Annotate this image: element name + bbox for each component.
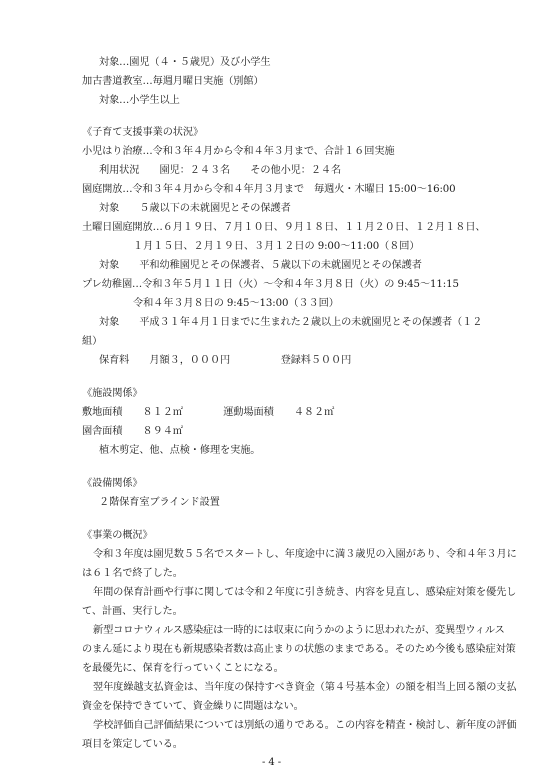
text-line: 敷地面積 ８１２㎡ 運動場面積 ４８２㎡ bbox=[82, 407, 335, 418]
text-line: 学校評価自己評価結果については別紙の通りである。この内容を精査・検討し、新年度の評価 bbox=[93, 720, 517, 731]
text-line: １月１５日、２月１９日、３月１２日の 9:00〜11:00（８回） bbox=[133, 241, 420, 252]
text-line: 対象 平和幼稚園児とその保護者、５歳以下の未就園児とその保護者 bbox=[99, 260, 422, 271]
text-line: 対象 ５歳以下の未就園児とその保護者 bbox=[99, 203, 291, 214]
text-line: 保育料 月額３，０００円 登録料５００円 bbox=[99, 355, 352, 366]
text-line: 翌年度繰越支払資金は、当年度の保持すべき資金（第４号基本金）の額を相当上回る額の支払 bbox=[93, 682, 517, 693]
section-heading: 《施設関係》 bbox=[82, 388, 143, 399]
text-line: のまん延により現在も新規感染者数は高止まりの状態のままである。そのため今後も感染症対策 bbox=[82, 644, 516, 655]
section-heading: 《事業の概況》 bbox=[82, 530, 153, 541]
text-line: は６１名で終了した。 bbox=[82, 568, 183, 579]
text-line: 加古書道教室…毎週月曜日実施（別館） bbox=[82, 76, 264, 87]
text-line: 対象 平成３１年４月１日までに生まれた２歳以上の未就園児とその保護者（１２ bbox=[99, 317, 483, 328]
text-line: 園舎面積 ８９４㎡ bbox=[82, 426, 183, 437]
text-line: 項目を策定している。 bbox=[82, 739, 183, 750]
text-line: 園庭開放…令和３年４月から令和４年月３月まで 毎週火・木曜日 15:00〜16:00 bbox=[82, 184, 456, 195]
text-line: 資金を保持できていて、資金繰りに問題はない。 bbox=[82, 701, 304, 712]
text-line: 利用状況 園児：２４３名 その他小児：２４名 bbox=[99, 165, 342, 176]
text-line: 小児はり治療…令和３年４月から令和４年３月まで、合計１６回実施 bbox=[82, 146, 395, 157]
text-line: 土曜日園庭開放…６月１９日、７月１０日、９月１８日、１１月２０日、１２月１８日、 bbox=[82, 222, 486, 233]
text-line: 対象…園児（４・５歳児）及び小学生 bbox=[99, 57, 271, 68]
text-line: ２階保育室ブラインド設置 bbox=[99, 497, 220, 508]
text-line: 対象…小学生以上 bbox=[99, 95, 180, 106]
text-line: て、計画、実行した。 bbox=[82, 606, 183, 617]
text-line: 組） bbox=[82, 336, 103, 347]
section-heading: 《子育て支援事業の状況》 bbox=[82, 127, 204, 138]
text-line: プレ幼稚園…令和３年５月１１日（火）〜令和４年３月８日（火）の 9:45〜11:15 bbox=[82, 279, 459, 290]
text-line: 年間の保育計画や行事に関しては令和２年度に引き続き、内容を見直し、感染症対策を優先し bbox=[93, 587, 517, 598]
text-line: を最優先に、保育を行っていくことになる。 bbox=[82, 663, 284, 674]
text-line: 植木剪定、他、点検・修理を実施。 bbox=[99, 445, 261, 456]
page-number: - 4 - bbox=[262, 757, 281, 768]
text-line: 令和４年３月８日の 9:45〜13:00（３３回） bbox=[133, 298, 339, 309]
text-line: 令和３年度は園児数５５名でスタートし、年度途中に満３歳児の入園があり、令和４年３月に bbox=[93, 549, 517, 560]
section-heading: 《設備関係》 bbox=[82, 478, 143, 489]
text-line: 新型コロナウィルス感染症は一時的には収束に向うかのように思われたが、変異型ウィルス bbox=[93, 625, 505, 636]
